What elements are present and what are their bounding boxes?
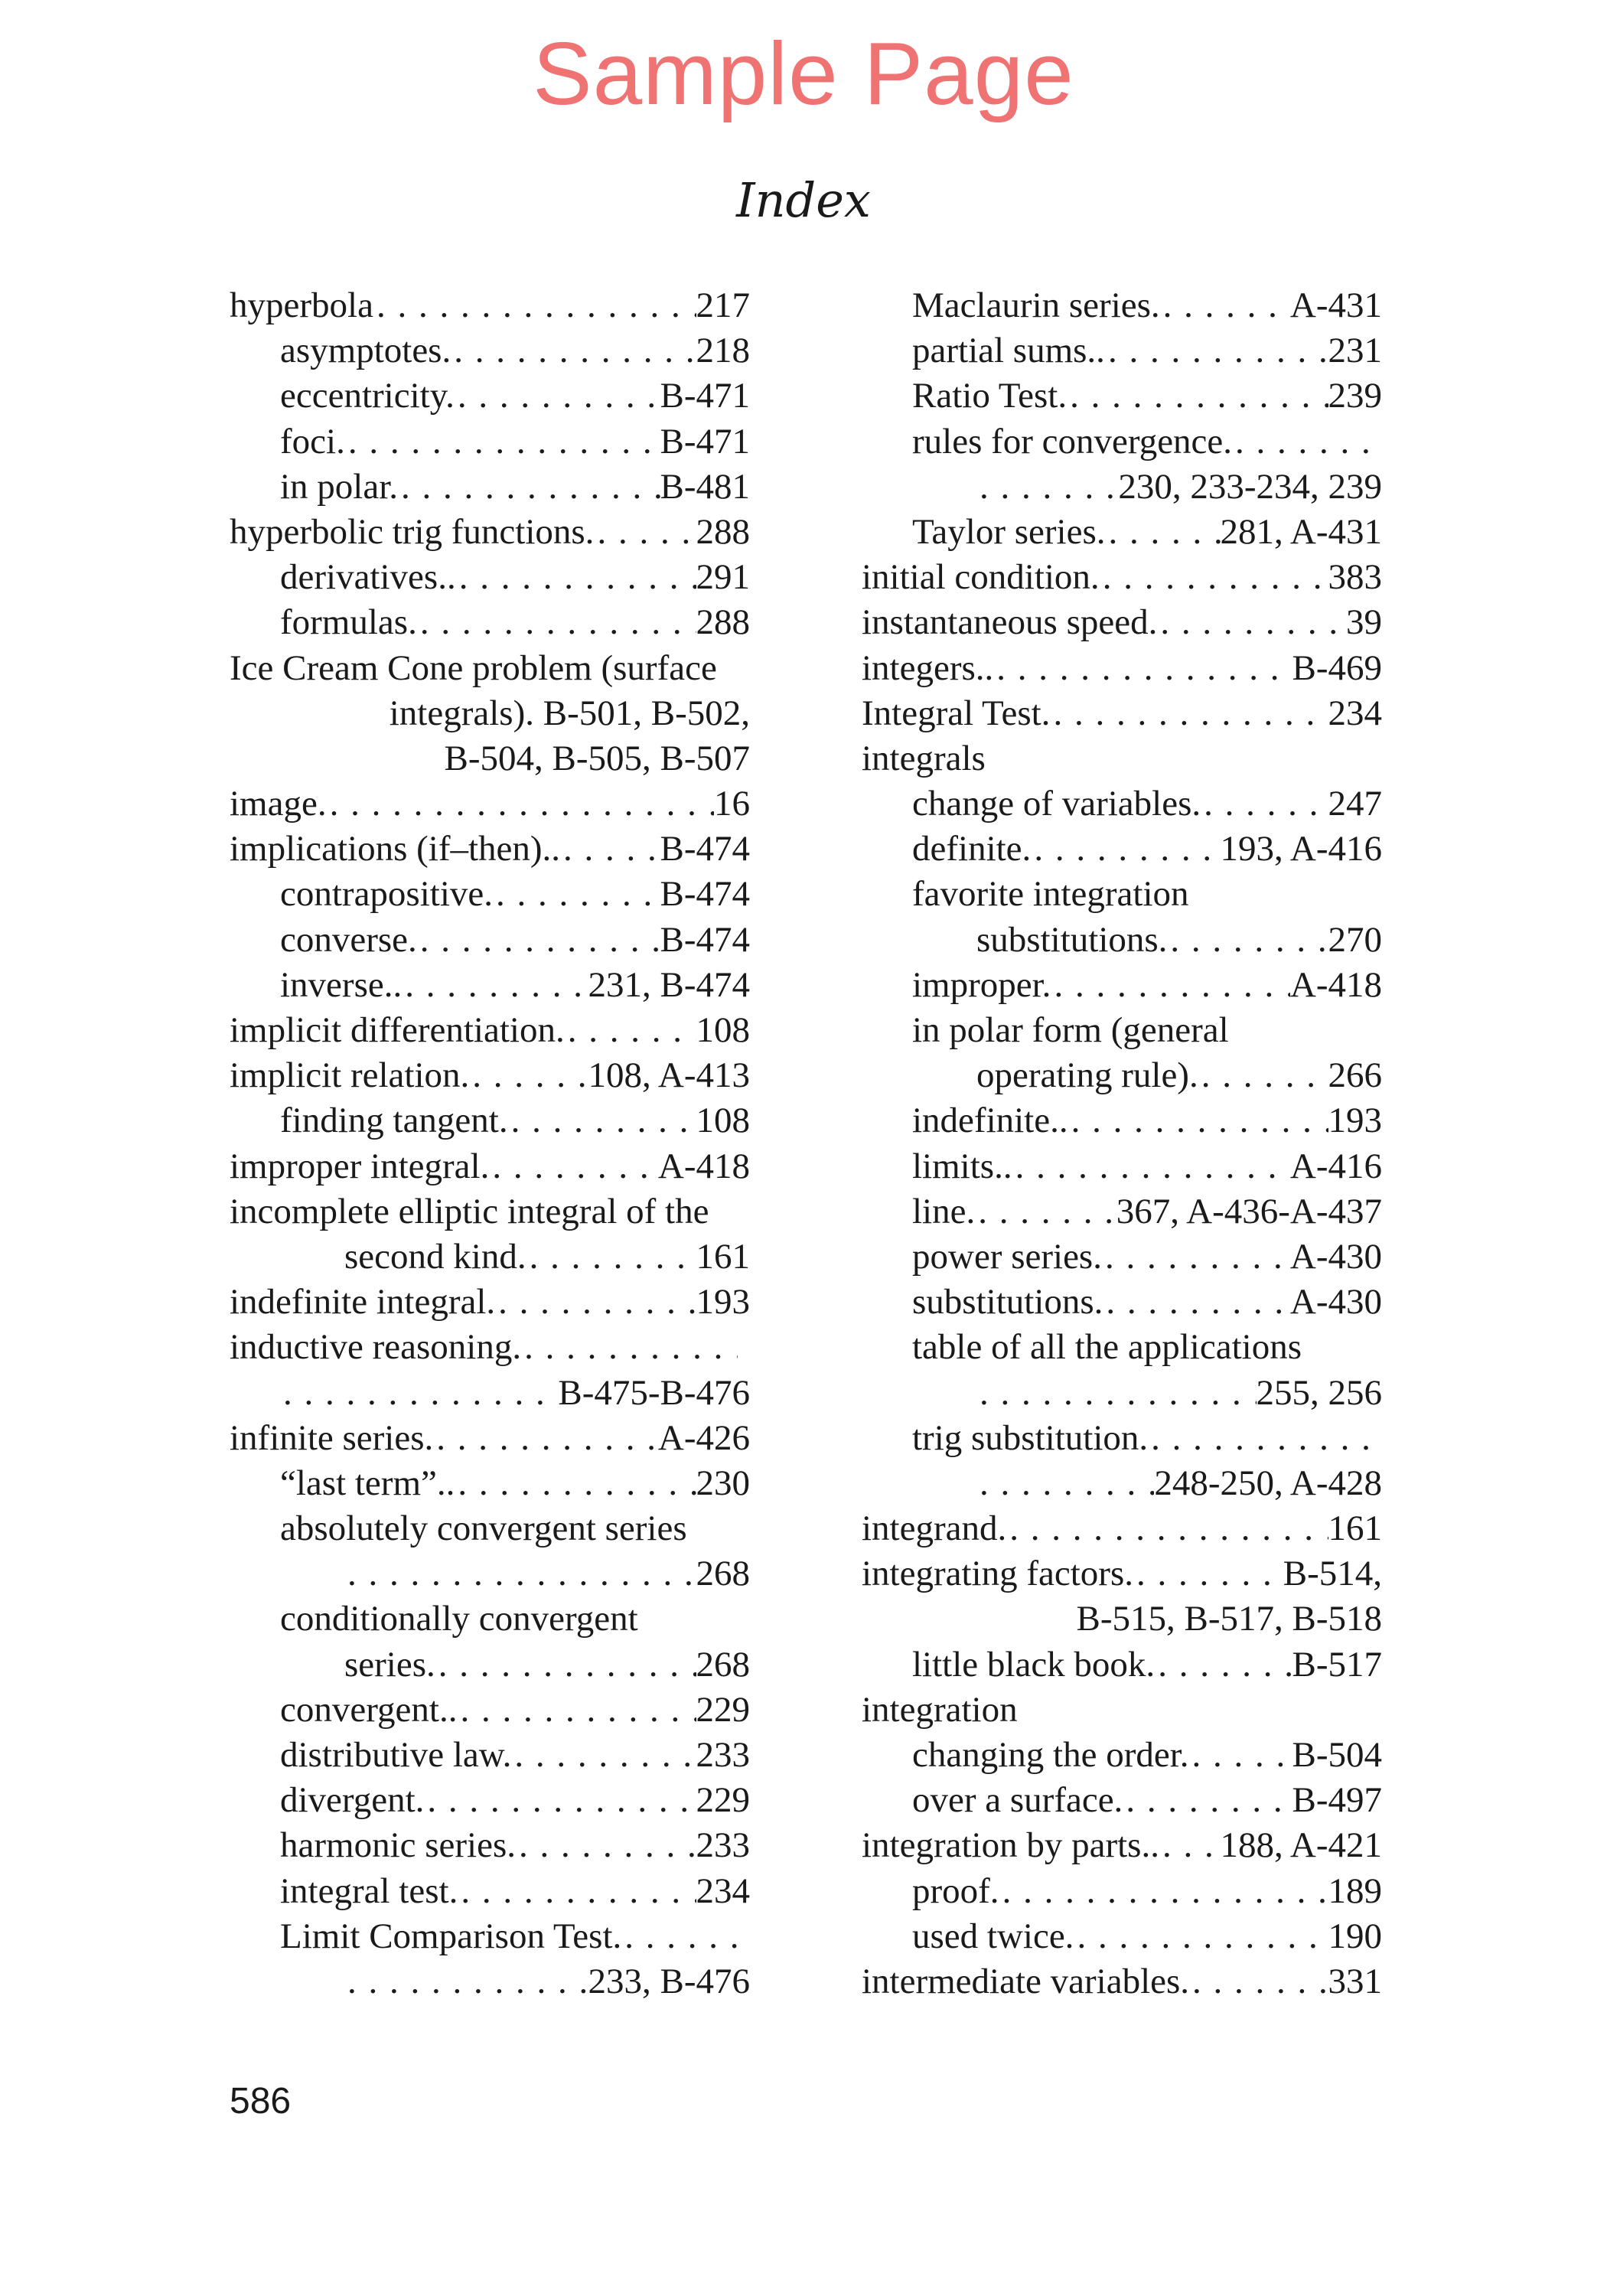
dot-leader (1123, 1778, 1292, 1823)
index-entry-pages: 233 (696, 1735, 750, 1775)
index-entry-pages: 331 (1328, 1961, 1382, 2001)
dot-leader (455, 1461, 696, 1506)
index-entry (862, 781, 1382, 827)
index-entry-term: Limit Comparison Test. (280, 1916, 622, 1956)
dot-leader (458, 1869, 696, 1914)
index-entry-term: change of variables. (912, 784, 1201, 824)
index-entry-pages: 229 (696, 1689, 750, 1730)
dot-leader (417, 600, 696, 645)
index-entry-term: partial sums.. (912, 331, 1105, 371)
index-entry (862, 827, 1382, 872)
index-entry (230, 646, 750, 691)
dot-leader (594, 510, 696, 555)
index-entry-pages: B-474 (660, 829, 750, 869)
dot-leader (344, 1959, 588, 2004)
index-entry (230, 600, 750, 645)
index-entry (862, 328, 1382, 373)
dot-leader (1198, 1053, 1328, 1098)
index-entry-term: integrals). B-501, B-502, (389, 693, 750, 733)
index-entry (862, 1008, 1382, 1053)
index-entry (862, 1733, 1382, 1778)
index-entry (230, 963, 750, 1008)
index-heading: Index (736, 172, 871, 228)
index-entry (230, 827, 750, 872)
index-entry-term: conditionally convergent (280, 1599, 638, 1639)
index-entry-pages: 281, A-431 (1220, 511, 1382, 552)
index-entry-pages: A-426 (657, 1417, 750, 1458)
index-entry-term: substitutions. (912, 1282, 1103, 1322)
index-entry (862, 1416, 1382, 1461)
index-entry-term: table of all the applications (912, 1327, 1302, 1368)
index-entry-term: harmonic series. (280, 1825, 517, 1866)
index-entry (862, 1869, 1382, 1914)
index-entry (230, 1234, 750, 1280)
index-entry-term: over a surface. (912, 1780, 1123, 1821)
dot-leader (1160, 283, 1290, 328)
index-entry-term: Integral Test. (862, 693, 1051, 733)
index-entry-term: line. (912, 1191, 976, 1231)
index-entry-pages: 193 (1328, 1101, 1382, 1141)
index-entry-term: improper. (912, 964, 1051, 1005)
index-entry-term: hyperbola (230, 285, 373, 325)
index-entry-term: rules for convergence. (912, 421, 1233, 461)
index-entry (862, 1551, 1382, 1596)
index-entry-term: asymptotes. (280, 331, 451, 371)
index-entry-pages: 268 (696, 1644, 750, 1684)
dot-leader (1050, 691, 1328, 736)
index-entry-term: Maclaurin series. (912, 285, 1160, 325)
index-entry-pages: 239 (1328, 376, 1382, 416)
dot-leader (455, 373, 660, 419)
dot-leader (976, 1371, 1257, 1416)
index-entry (230, 1596, 750, 1642)
dot-leader (435, 1642, 696, 1688)
index-entry-term: inductive reasoning. (230, 1327, 522, 1368)
index-entry-pages: 234 (1328, 693, 1382, 733)
index-entry-pages: B-481 (660, 466, 750, 507)
index-entry-pages: B-514, (1283, 1554, 1382, 1594)
index-entry-pages: 190 (1328, 1916, 1382, 1956)
index-entry (230, 1959, 750, 2004)
index-entry-term: incomplete elliptic integral of the (230, 1191, 709, 1231)
dot-leader (1031, 827, 1220, 872)
index-entry (862, 963, 1382, 1008)
index-entry (230, 328, 750, 373)
dot-leader (344, 1551, 696, 1596)
dot-leader (565, 1008, 696, 1053)
index-entry-term: series. (344, 1644, 435, 1684)
index-entry-term: definite. (912, 829, 1032, 869)
index-entry-term: image. (230, 784, 327, 824)
index-entry (230, 781, 750, 827)
dot-leader (489, 1144, 658, 1189)
index-entry (862, 736, 1382, 781)
index-entry-pages: 233 (696, 1825, 750, 1866)
index-entry (862, 1189, 1382, 1234)
index-entry (862, 691, 1382, 736)
index-entry-term: trig substitution. (912, 1417, 1149, 1458)
index-entry (862, 600, 1382, 645)
dot-leader (508, 1098, 696, 1143)
index-entry (230, 1869, 750, 1914)
dot-leader (1232, 419, 1370, 465)
dot-leader (1006, 1506, 1328, 1551)
index-entry (862, 465, 1382, 510)
index-entry (230, 1325, 750, 1370)
index-entry-term: initial condition. (862, 557, 1100, 598)
dot-leader (1133, 1551, 1283, 1596)
index-entry-term: Taylor series. (912, 511, 1106, 552)
index-entry-term: intermediate variables. (862, 1961, 1190, 2001)
index-entry-term: hyperbolic trig functions. (230, 511, 595, 552)
dot-leader (433, 1416, 658, 1461)
index-entry (230, 419, 750, 465)
index-entry-pages: B-504 (1292, 1735, 1382, 1775)
index-entry-pages: A-430 (1289, 1236, 1382, 1277)
dot-leader (457, 1688, 696, 1733)
index-entry (862, 1959, 1382, 2004)
dot-leader (975, 1189, 1116, 1234)
index-entry-term: proof. (912, 1870, 999, 1911)
index-entry (862, 373, 1382, 419)
index-entry (230, 872, 750, 917)
dot-leader (976, 465, 1118, 510)
index-entry (862, 510, 1382, 555)
index-entry (230, 465, 750, 510)
index-entry (230, 1914, 750, 1959)
index-entry (230, 1280, 750, 1325)
dot-leader (1074, 1914, 1328, 1959)
index-entry (862, 1596, 1382, 1642)
index-entry-pages: B-474 (660, 919, 750, 960)
index-entry-term: used twice. (912, 1916, 1074, 1956)
index-entry-pages: 229 (696, 1780, 750, 1821)
index-entry-term: little black book. (912, 1644, 1156, 1684)
index-entry-pages: 383 (1328, 557, 1382, 598)
index-entry-term: improper integral. (230, 1146, 490, 1186)
dot-leader (1105, 328, 1328, 373)
index-entry (230, 918, 750, 963)
dot-leader (1051, 963, 1289, 1008)
index-entry (230, 373, 750, 419)
index-entry-pages: 291 (696, 557, 750, 598)
index-entry (862, 1053, 1382, 1098)
index-entry-pages: 218 (696, 331, 750, 371)
index-entry (862, 1098, 1382, 1143)
index-entry-pages: B-474 (660, 874, 750, 915)
index-entry (230, 1189, 750, 1234)
index-entry-pages: B-471 (660, 376, 750, 416)
index-entry-pages: 188, A-421 (1220, 1825, 1382, 1866)
index-entry-pages: 108 (696, 1101, 750, 1141)
index-entry-term: divergent. (280, 1780, 425, 1821)
index-entry-pages: A-431 (1289, 285, 1382, 325)
index-entry-term: foci. (280, 421, 345, 461)
dot-leader (493, 872, 660, 917)
dot-leader (1106, 510, 1221, 555)
index-entry (862, 283, 1382, 328)
index-entry-pages: 161 (696, 1236, 750, 1277)
index-entry (230, 510, 750, 555)
index-entry (862, 555, 1382, 600)
index-entry-pages: 255, 256 (1256, 1372, 1382, 1413)
dot-leader (516, 1823, 696, 1868)
index-entry-pages: 189 (1328, 1870, 1382, 1911)
index-entry-term: in polar form (general (912, 1010, 1229, 1050)
dot-leader (402, 963, 588, 1008)
index-column-right (862, 283, 1382, 2004)
dot-leader (1167, 918, 1328, 963)
index-entry-term: Ratio Test. (912, 376, 1068, 416)
index-entry-term: in polar. (280, 466, 399, 507)
index-entry-pages: A-418 (1289, 964, 1382, 1005)
dot-leader (521, 1325, 738, 1370)
index-entry-pages: 39 (1346, 602, 1382, 643)
dot-leader (1155, 1642, 1292, 1688)
index-entry-term: implicit differentiation. (230, 1010, 565, 1050)
index-entry-term: “last term”.. (280, 1463, 455, 1503)
dot-leader (1012, 1144, 1290, 1189)
dot-leader (1157, 600, 1346, 645)
index-entry (230, 1778, 750, 1823)
index-entry-pages: 247 (1328, 784, 1382, 824)
index-entry-term: integration by parts.. (862, 1825, 1159, 1866)
dot-leader (1159, 1823, 1221, 1868)
index-entry (862, 1234, 1382, 1280)
index-entry-term: changing the order. (912, 1735, 1189, 1775)
index-entry-pages: 16 (714, 784, 750, 824)
dot-leader (398, 465, 660, 510)
index-entry-term: integral test. (280, 1870, 458, 1911)
index-entry (230, 1688, 750, 1733)
index-entry-pages: 234 (696, 1870, 750, 1911)
index-entry (230, 1551, 750, 1596)
index-entry-term: integers.. (862, 647, 994, 688)
index-entry-term: convergent.. (280, 1689, 458, 1730)
index-entry-pages: A-418 (657, 1146, 750, 1186)
index-entry-pages: 108, A-413 (588, 1055, 750, 1096)
index-entry-term: infinite series. (230, 1417, 434, 1458)
dot-leader (495, 1280, 696, 1325)
index-entry (230, 1098, 750, 1143)
index-entry-pages: 230, 233-234, 239 (1118, 466, 1382, 507)
index-entry (862, 1688, 1382, 1733)
index-entry (862, 1823, 1382, 1868)
dot-leader (560, 827, 660, 872)
page-number: 586 (230, 2081, 292, 2122)
dot-leader (373, 283, 696, 328)
index-entry-term: distributive law. (280, 1735, 512, 1775)
dot-leader (1100, 555, 1328, 600)
index-entry-term: eccentricity. (280, 376, 455, 416)
sample-page-watermark: Sample Page (533, 24, 1074, 123)
index-entry-pages: 231 (1328, 331, 1382, 371)
index-entry (862, 1144, 1382, 1189)
index-entry-term: contrapositive. (280, 874, 494, 915)
index-entry (230, 1506, 750, 1551)
index-entry-term: integrating factors. (862, 1554, 1133, 1594)
dot-leader (451, 328, 696, 373)
index-entry (862, 1778, 1382, 1823)
index-entry-pages: A-416 (1289, 1146, 1382, 1186)
index-entry-term: second kind. (344, 1236, 526, 1277)
index-entry-pages: 270 (1328, 919, 1382, 960)
index-entry (862, 1280, 1382, 1325)
dot-leader (1189, 1959, 1328, 2004)
index-entry (230, 1823, 750, 1868)
index-entry (230, 691, 750, 736)
index-entry (230, 1733, 750, 1778)
index-entry (230, 1053, 750, 1098)
index-entry-pages: 161 (1328, 1508, 1382, 1549)
dot-leader (621, 1914, 738, 1959)
dot-leader (1201, 781, 1328, 827)
index-entry-pages: 193 (696, 1282, 750, 1322)
dot-leader (345, 419, 660, 465)
index-entry-pages: 288 (696, 602, 750, 643)
index-entry (230, 283, 750, 328)
index-entry (230, 1144, 750, 1189)
index-entry (230, 1371, 750, 1416)
index-entry-term: finding tangent. (280, 1101, 508, 1141)
index-entry-pages: 268 (696, 1554, 750, 1594)
index-entry (230, 1642, 750, 1688)
index-entry-term: formulas. (280, 602, 417, 643)
index-entry-pages: B-469 (1292, 647, 1382, 688)
index-entry (862, 1325, 1382, 1370)
index-entry-pages: 230 (696, 1463, 750, 1503)
index-entry-pages: 233, B-476 (588, 1961, 750, 2001)
index-entry-term: B-515, B-517, B-518 (1076, 1599, 1382, 1639)
index-entry-term: implicit relation. (230, 1055, 470, 1096)
dot-leader (1103, 1280, 1289, 1325)
index-entry-term: derivatives.. (280, 557, 456, 598)
index-entry-pages: B-471 (660, 421, 750, 461)
index-entry-term: power series. (912, 1236, 1102, 1277)
index-entry-pages: 193, A-416 (1220, 829, 1382, 869)
index-entry-term: integrals (862, 738, 986, 778)
index-entry (862, 872, 1382, 917)
index-entry-pages: B-517 (1292, 1644, 1382, 1684)
dot-leader (327, 781, 714, 827)
index-entry (230, 1008, 750, 1053)
dot-leader (1189, 1733, 1292, 1778)
index-entry-term: Ice Cream Cone problem (surface (230, 647, 717, 688)
index-entry (862, 1371, 1382, 1416)
index-entry-term: converse. (280, 919, 417, 960)
index-entry-pages: B-475-B-476 (558, 1372, 750, 1413)
index-entry (230, 555, 750, 600)
index-entry (862, 1461, 1382, 1506)
index-entry-term: substitutions. (976, 919, 1168, 960)
dot-leader (1067, 373, 1328, 419)
dot-leader (1148, 1416, 1370, 1461)
index-entry-pages: B-497 (1292, 1780, 1382, 1821)
dot-leader (456, 555, 696, 600)
index-entry (862, 419, 1382, 465)
index-entry-pages: 248-250, A-428 (1154, 1463, 1382, 1503)
dot-leader (417, 918, 660, 963)
dot-leader (999, 1869, 1328, 1914)
dot-leader (1068, 1098, 1328, 1143)
index-entry-pages: 217 (696, 285, 750, 325)
index-entry-term: integrand. (862, 1508, 1007, 1549)
dot-leader (993, 646, 1292, 691)
index-entry-pages: 108 (696, 1010, 750, 1050)
index-entry-pages: 231, B-474 (588, 964, 750, 1005)
index-column-left (230, 283, 750, 2004)
index-entry (230, 1461, 750, 1506)
dot-leader (1102, 1234, 1290, 1280)
index-entry-term: operating rule). (976, 1055, 1198, 1096)
index-entry-term: limits.. (912, 1146, 1012, 1186)
index-entry-pages: A-430 (1289, 1282, 1382, 1322)
index-entry-pages: 288 (696, 511, 750, 552)
index-entry (862, 1506, 1382, 1551)
index-entry (862, 1642, 1382, 1688)
dot-leader (526, 1234, 696, 1280)
index-entry (862, 918, 1382, 963)
index-entry-term: B-504, B-505, B-507 (444, 738, 750, 778)
dot-leader (424, 1778, 696, 1823)
index-entry (862, 646, 1382, 691)
index-entry-term: instantaneous speed. (862, 602, 1158, 643)
index-entry-term: indefinite.. (912, 1101, 1068, 1141)
index-entry (862, 1914, 1382, 1959)
index-entry-term: favorite integration (912, 874, 1189, 915)
index-entry (230, 1416, 750, 1461)
index-entry (230, 736, 750, 781)
dot-leader (280, 1371, 558, 1416)
dot-leader (976, 1461, 1154, 1506)
index-entry-term: indefinite integral. (230, 1282, 496, 1322)
dot-leader (511, 1733, 696, 1778)
index-entry-pages: 367, A-436-A-437 (1116, 1191, 1382, 1231)
index-entry-term: implications (if–then).. (230, 829, 561, 869)
index-entry-pages: 266 (1328, 1055, 1382, 1096)
index-entry-term: absolutely convergent series (280, 1508, 687, 1549)
index-entry-term: inverse.. (280, 964, 403, 1005)
index-entry-term: integration (862, 1689, 1018, 1730)
dot-leader (469, 1053, 588, 1098)
